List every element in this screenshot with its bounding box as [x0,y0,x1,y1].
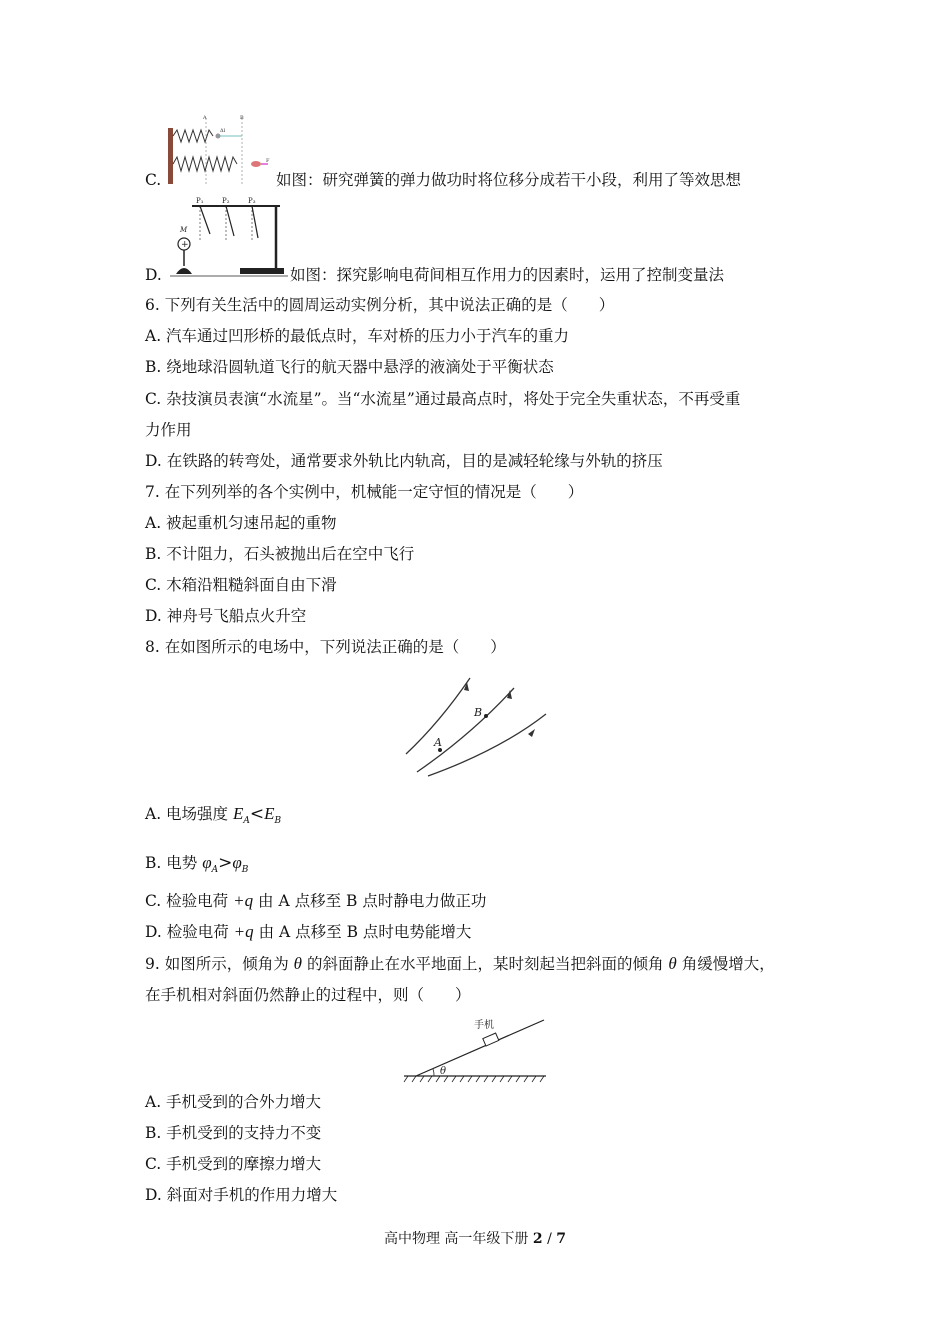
q7-option-b: B. 不计阻力，石头被抛出后在空中飞行 [145,545,415,563]
point-b [484,714,488,718]
fig-letter: A [203,115,207,121]
electric-field-figure [400,672,550,778]
page-number: 2 [532,1231,543,1247]
page-footer: 高中物理 高一年级下册 2 / 7 [383,1231,567,1247]
fig-letter: P₃ [248,197,256,205]
fig-letter: P₂ [222,197,230,205]
q5-option-c [145,170,161,190]
q7-stem: 7. 在下列列举的各个实例中，机械能一定守恒的情况是（ ） [145,483,584,501]
q5-option-d [145,265,162,285]
q6-option-c: C. 杂技演员表演“水流星”。当“水流星”通过最高点时，将处于完全失重状态，不再受重 [145,390,741,408]
q9-option-b: B. 手机受到的支持力不变 [145,1124,322,1142]
q8-stem: 8. 在如图所示的电场中，下列说法正确的是（ ） [145,638,506,656]
q7-option-a: A. 被起重机匀速吊起的重物 [145,514,337,532]
q6-option-c-cont: 力作用 [145,421,192,439]
fig-letter: B [240,115,244,121]
charge-figure [164,194,288,280]
q6-option-a: A. 汽车通过凹形桥的最低点时，车对桥的压力小于汽车的重力 [145,327,570,345]
q9-option-a: A. 手机受到的合外力增大 [145,1093,322,1111]
q9-stem-line1: 9. 如图所示，倾角为 θ 的斜面静止在水平地面上，某时刻起当把斜面的倾角 θ 角缓慢增大， [145,954,775,973]
q9-option-d: D. 斜面对手机的作用力增大 [145,1186,338,1204]
q6-stem: 6. 下列有关生活中的圆周运动实例分析，其中说法正确的是（ ） [145,296,615,314]
theta-label: θ [440,1066,447,1077]
incline-figure [400,1012,550,1084]
spring-figure [162,114,272,188]
phone-label: 手机 [474,1020,494,1031]
fig-letter: F [266,158,270,164]
q8-option-a: A. 电场强度 $E_A<E_B$ [145,804,282,827]
q9-option-c: C. 手机受到的摩擦力增大 [145,1155,322,1173]
q7-option-c: C. 木箱沿粗糙斜面自由下滑 [145,576,337,594]
q8-option-c: C. 检验电荷 +q 由 A 点移至 B 点时静电力做正功 [145,891,487,910]
point-a-label: A [434,736,442,749]
option-label: C. [145,171,162,189]
footer-text: 高中物理 高一年级下册 [383,1231,529,1247]
fig-letter: Δl [220,128,226,134]
svg-text:+: + [181,240,189,250]
q5-option-d-text: 如图：探究影响电荷间相互作用力的因素时，运用了控制变量法 [290,266,725,284]
q5-option-c-text: 如图：研究弹簧的弹力做功时将位移分成若干小段，利用了等效思想 [276,171,742,189]
point-b-label: B [474,706,483,719]
q6-option-b: B. 绕地球沿圆轨道飞行的航天器中悬浮的液滴处于平衡状态 [145,358,554,376]
q8-option-d: D. 检验电荷 +q 由 A 点移至 B 点时电势能增大 [145,922,472,941]
q6-option-d: D. 在铁路的转弯处，通常要求外轨比内轨高，目的是减轻轮缘与外轨的挤压 [145,452,663,470]
fig-letter: P₁ [196,197,204,205]
q7-option-d: D. 神舟号飞船点火升空 [145,607,307,625]
q8-option-b: B. 电势 $\varphi_A>\varphi_B$ [145,853,249,876]
page-total: 7 [556,1231,567,1247]
q9-stem-line2: 在手机相对斜面仍然静止的过程中，则（ ） [145,986,471,1004]
option-label: D. [145,266,162,284]
fig-letter: M [180,226,188,234]
